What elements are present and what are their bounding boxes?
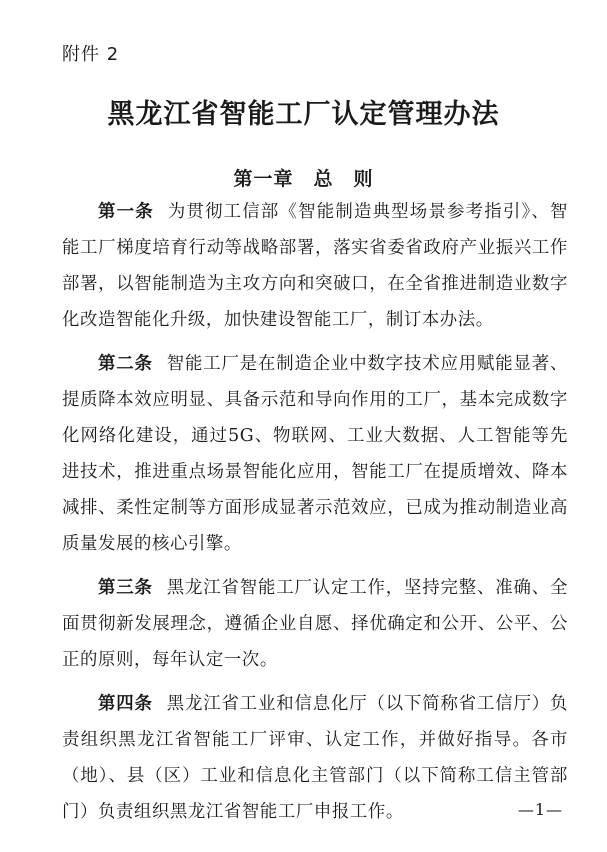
article-label: 第三条	[98, 578, 153, 598]
article-3	[62, 570, 568, 678]
document-title: 黑龙江省智能工厂认定管理办法	[107, 99, 500, 130]
document-body	[62, 194, 568, 838]
article-1	[62, 194, 568, 338]
page-number: —1—	[517, 800, 563, 819]
chapter-heading: 第一章 总 则	[233, 168, 374, 190]
article-label: 第二条	[98, 354, 153, 374]
article-label: 第一条	[98, 202, 154, 222]
article-label: 第四条	[98, 694, 153, 714]
attachment-label: 附件 2	[62, 44, 120, 65]
article-text: 黑龙江省智能工厂认定工作，坚持完整、准确、全面贯彻新发展理念，遵循企业自愿、择优确定和公开、公平、公正的原则，每年认定一次。	[62, 578, 568, 670]
article-4	[62, 686, 568, 830]
article-text: 黑龙江省工业和信息化厅（以下简称省工信厅）负责组织黑龙江省智能工厂评审、认定工作，并做好指导。各市（地）、县（区）工业和信息化主管部门（以下简称工信主管部门）负责组织黑龙江省智能工厂申报工作。	[62, 694, 568, 822]
article-2	[62, 346, 568, 562]
article-text: 为贯彻工信部《智能制造典型场景参考指引》、智能工厂梯度培育行动等战略部署，落实省委省政府产业振兴工作部署，以智能制造为主攻方向和突破口，在全省推进制造业数字化改造智能化升级，加快建设智能工厂，制订本办法。	[62, 202, 568, 330]
article-text: 智能工厂是在制造企业中数字技术应用赋能显著、提质降本效应明显、具备示范和导向作用的工厂，基本完成数字化网络化建设，通过5G、物联网、工业大数据、人工智能等先进技术，推进重点场景智能化应用，智能工厂在提质增效、降本减排、柔性定制等方面形成显著示范效应，已成为推动制造业高质量发展的核心引擎。	[62, 354, 568, 554]
